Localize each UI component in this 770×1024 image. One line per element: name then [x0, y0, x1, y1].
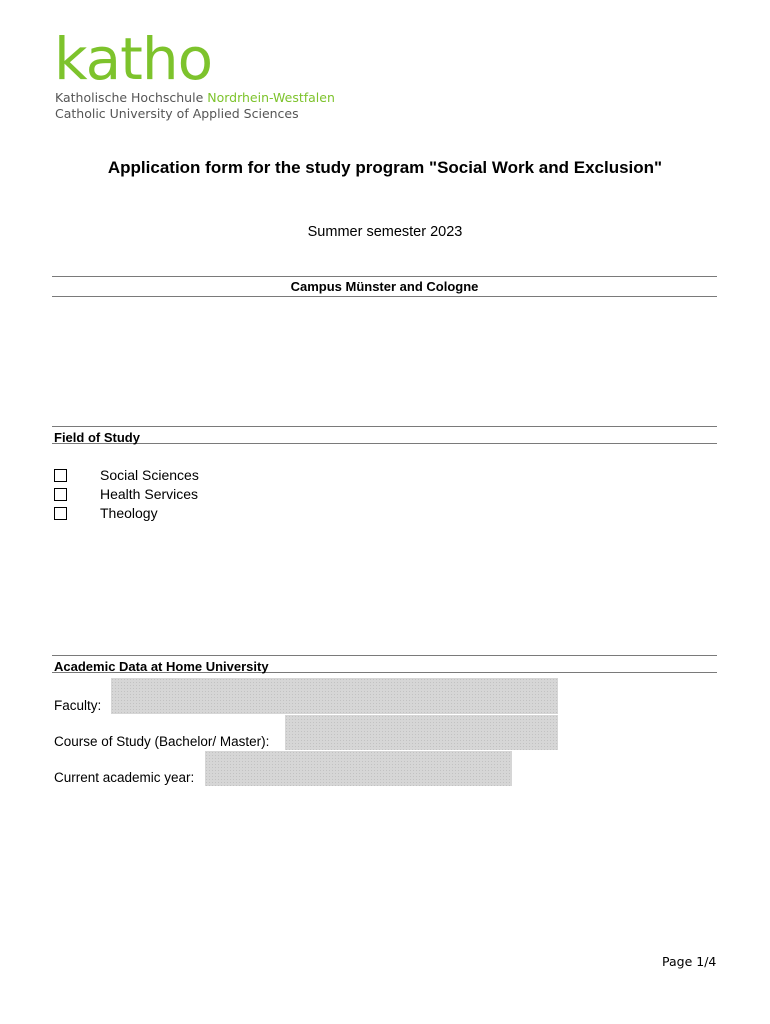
health-services-checkbox[interactable] [54, 488, 67, 501]
logo-subtitle-en: Catholic University of Applied Sciences [55, 106, 299, 121]
logo-subtitle-de-part2: Nordrhein-Westfalen [207, 90, 335, 105]
semester-label: Summer semester 2023 [307, 224, 463, 240]
academic-data-heading: Academic Data at Home University [52, 655, 717, 673]
academic-year-input[interactable] [205, 751, 512, 786]
logo-subtitle-de [55, 90, 335, 105]
course-of-study-label: Course of Study (Bachelor/ Master): [54, 734, 270, 749]
field-of-study-heading: Field of Study [52, 426, 717, 444]
option-health-services[interactable] [54, 485, 199, 503]
page-number: Page 1/4 [662, 954, 717, 969]
form-title: Application form for the study program "Social Work and Exclusion" [107, 158, 663, 177]
option-social-sciences[interactable] [54, 466, 199, 484]
logo-subtitle-de-part1: Katholische Hochschule [55, 90, 208, 105]
social-sciences-checkbox[interactable] [54, 469, 67, 482]
theology-label: Theology [100, 505, 158, 521]
academic-year-label: Current academic year: [54, 770, 195, 785]
logo-wordmark: katho [54, 25, 213, 93]
faculty-label: Faculty: [54, 698, 102, 713]
campus-banner: Campus Münster and Cologne [52, 276, 717, 297]
faculty-input[interactable] [111, 678, 558, 714]
course-of-study-input[interactable] [285, 715, 558, 750]
option-theology[interactable] [54, 504, 158, 522]
social-sciences-label: Social Sciences [100, 467, 199, 483]
theology-checkbox[interactable] [54, 507, 67, 520]
health-services-label: Health Services [100, 486, 199, 502]
